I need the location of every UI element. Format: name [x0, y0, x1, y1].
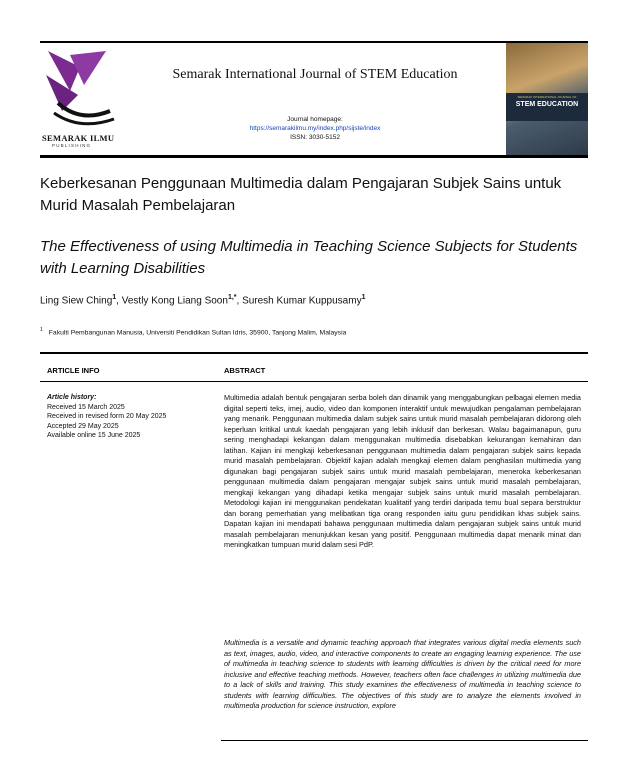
- affiliation: [40, 327, 588, 336]
- received-date: Received 15 March 2025: [47, 403, 125, 411]
- affiliation-sup: 1: [40, 327, 43, 333]
- journal-header: [40, 43, 588, 155]
- issn: ISSN: 3030-5152: [290, 134, 340, 141]
- publisher-logo: [40, 45, 120, 153]
- section-rule-heading: [40, 381, 588, 382]
- article-info-heading: ARTICLE INFO: [47, 366, 100, 375]
- journal-cover-image: [506, 43, 588, 155]
- author-3: Suresh Kumar Kuppusamy: [242, 295, 362, 307]
- journal-homepage-block: [170, 115, 460, 142]
- header-bottom-rule: [40, 155, 588, 158]
- abstract-heading: ABSTRACT: [224, 366, 266, 375]
- cover-line-1: SEMARAK INTERNATIONAL JOURNAL OF: [517, 95, 577, 99]
- author-1: Ling Siew Ching: [40, 295, 113, 307]
- accepted-date: Accepted 29 May 2025: [47, 422, 119, 430]
- abstract-english: Multimedia is a versatile and dynamic teaching approach that integrates various digital media elements such as text, images, audio, video, and interactive components to create an engaging learning experience. The use of multimedia in teaching science to students with learning difficulties is driven by the critical need for more inclusive and effective teaching methods. However, teachers often face challenges in utilizing multimedia due to a lack of skills and training. This study examines the effectiveness of multimedia in teaching science to students with learning difficulties. The objectives of this study are to analyze the elements involved in multimedia production for science instruction, explore: [224, 638, 581, 710]
- title-english: The Effectiveness of using Multimedia in Teaching Science Subjects for Students with Learning Disabilities: [40, 238, 578, 277]
- abstract-malay: Multimedia adalah bentuk pengajaran serba boleh dan dinamik yang menggabungkan pelbagai elemen media digital seperti teks, imej, audio, video dan komponen interaktif untuk mewujudkan pengalaman pembelajaran yang menarik. Penggunaan multimedia dalam subjek sains untuk murid masalah pembelajaran didorong oleh keperluan kritikal untuk kaedah pengajaran yang lebih inklusif dan berkesan. Walau bagaimanapun, guru sering menghadapi kekangan dalam menggunakan multimedia disebabkan kekurangan kemahiran dan latihan. Kajian ini mengkaji keberkesanan penggunaan multimedia dalam pengajaran subjek sains kepada murid masalah pembelajaran. Objektif kajian adalah mengkaji elemen dalam penghasilan multimedia yang digunakan bagi pengajaran subjek sains untuk murid masalah pembelajaran, meneroka keberkesanan penggunaan multimedia dalam pengajaran mengajar subjek sains untuk murid masalah pembelajaran, mengkaji kekangan yang dihadapi ketika mengajar subjek sains untuk murid masalah pembelajaran. Metodologi kajian ini menggunakan pendekatan kualitatif yang terdiri daripada temu bual separa berstruktur dan borang pemerhatian yang melibatkan tiga orang responden iaitu guru pendidikan khas subjek sains. Dapatan kajian ini mendapati bahawa penggunaan multimedia dalam pengajaran subjek sains untuk murid masalah pembelajaran menunjukkan kesan yang positif. Penggunaan multimedia dapat menarik minat dan meningkatkan tumpuan murid dalam sesi PdP.: [224, 393, 581, 549]
- history-label: Article history:: [47, 394, 97, 401]
- section-rule-top: [40, 352, 588, 354]
- author-3-sup: 1: [361, 294, 366, 301]
- cover-line-2: STEM EDUCATION: [515, 101, 579, 108]
- author-1-sup: 1: [112, 294, 117, 301]
- title-malay: Keberkesanan Penggunaan Multimedia dalam Pengajaran Subjek Sains untuk Murid Masalah Pembelajaran: [40, 175, 562, 214]
- author-2: Vestly Kong Liang Soon: [121, 295, 228, 307]
- logo-name: SEMARAK ILMU: [42, 133, 115, 143]
- logo-mark-icon: [40, 45, 120, 133]
- article-history: [47, 393, 217, 441]
- abstract-bottom-rule: [221, 740, 588, 741]
- author-list: Ling Siew Ching$^1$, Vestly Kong Liang Soon$^{1,*}$, Suresh Kumar Kuppusamy$^1$: [40, 294, 366, 307]
- affiliation-text: Fakulti Pembangunan Manusia, Universiti Pendidikan Sultan Idris, 35900, Tanjong Malim, Malaysia: [48, 329, 347, 337]
- homepage-label: Journal homepage:: [287, 116, 343, 123]
- revised-date: Received in revised form 20 May 2025: [47, 413, 167, 421]
- online-date: Available online 15 June 2025: [47, 432, 141, 440]
- homepage-link[interactable]: https://semarakilmu.my/index.php/sijste/index: [249, 125, 381, 132]
- logo-subtitle: PUBLISHING: [52, 143, 92, 148]
- author-2-sup: 1,*: [227, 294, 237, 301]
- journal-title: Semarak International Journal of STEM Education: [172, 67, 458, 82]
